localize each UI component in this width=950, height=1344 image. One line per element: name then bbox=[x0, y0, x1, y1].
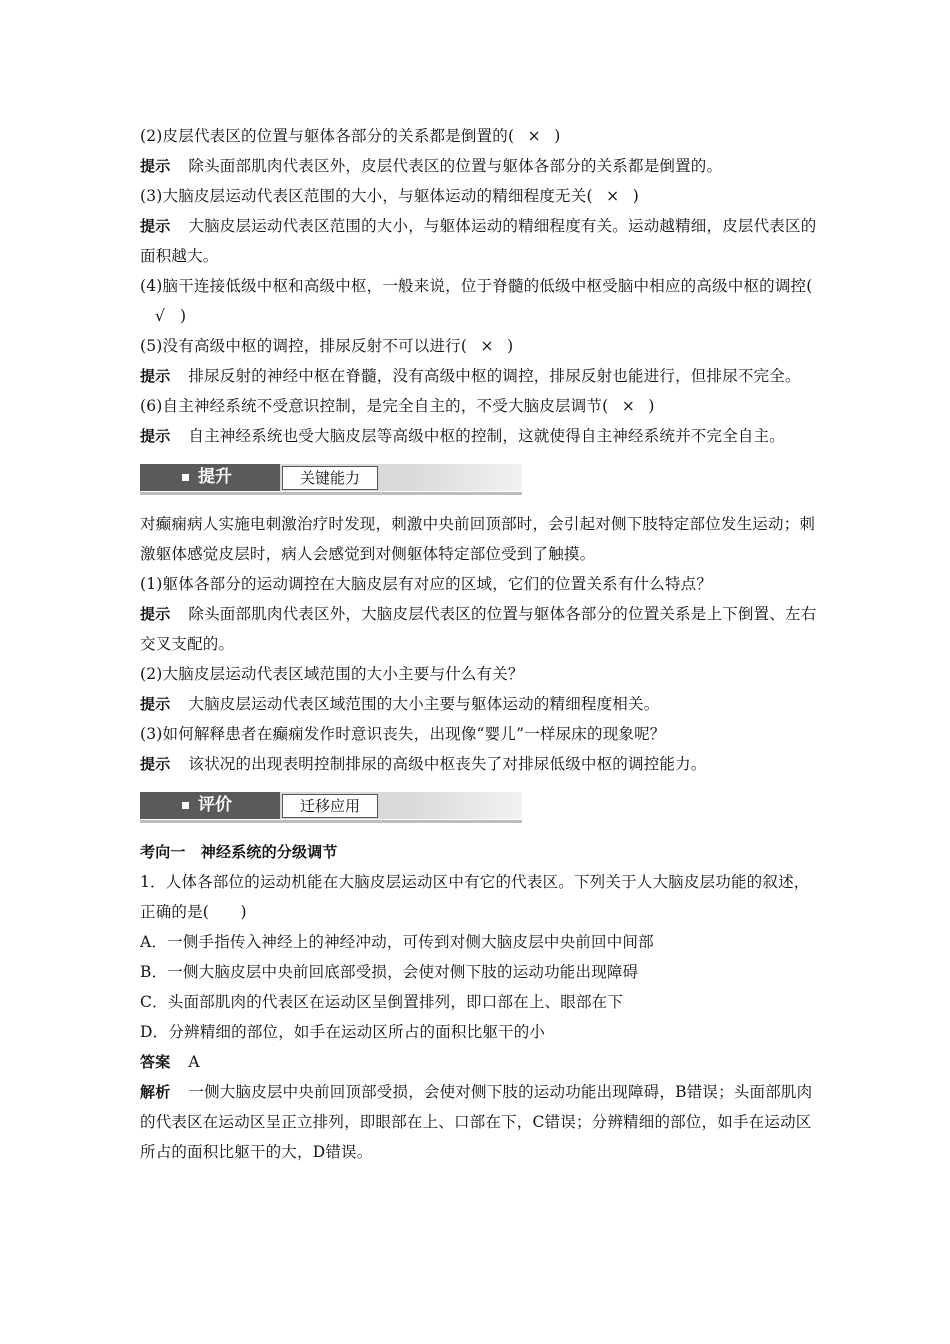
statement-text: (2)皮层代表区的位置与躯体各部分的关系都是倒置的( bbox=[140, 127, 515, 145]
analysis-paragraph: 解析 一侧大脑皮层中央前回顶部受损，会使对侧下肢的运动功能出现障碍，B错误；头面部肌肉的代表区在运动区呈正立排列，即眼部在上、口部在下，C错误；分辨精细的部位，如手在运动区所占的面积比躯干的大，D错误。 bbox=[140, 1083, 813, 1161]
question-3: (3)如何解释患者在癫痫发作时意识丧失，出现像“婴儿”一样尿床的现象呢？ bbox=[140, 725, 666, 743]
correct-mark: √ bbox=[154, 307, 166, 325]
judgment-5: (5)没有高级中枢的调控，排尿反射不可以进行( × ) bbox=[140, 331, 825, 361]
hint-label: 提示 bbox=[140, 755, 171, 773]
mcq-option-c: C．头面部肌肉的代表区在运动区呈倒置排列，即口部在上、眼部在下 bbox=[140, 993, 624, 1011]
wrong-mark: × bbox=[606, 187, 620, 205]
hint-q1: 提示 除头面部肌肉代表区外，大脑皮层代表区的位置与躯体各部分的位置关系是上下倒置、左右交叉支配的。 bbox=[140, 605, 817, 653]
section-box-label: 关键能力 bbox=[282, 466, 378, 490]
wrong-mark: × bbox=[527, 127, 541, 145]
square-bullet-icon bbox=[182, 802, 189, 809]
document-page bbox=[140, 121, 825, 1167]
hint-6: 提示 自主神经系统也受大脑皮层等高级中枢的控制，这就使得自主神经系统并不完全自主。 bbox=[140, 427, 786, 445]
hint-3: 提示 大脑皮层运动代表区范围的大小，与躯体运动的精细程度有关。运动越精细，皮层代表区的面积越大。 bbox=[140, 217, 817, 265]
wrong-mark: × bbox=[621, 397, 635, 415]
analysis-label: 解析 bbox=[140, 1083, 171, 1101]
mcq-option-b: B．一侧大脑皮层中央前回底部受损，会使对侧下肢的运动功能出现障碍 bbox=[140, 963, 639, 981]
topic-heading: 考向一 神经系统的分级调节 bbox=[140, 843, 338, 861]
judgment-3: (3)大脑皮层运动代表区范围的大小，与躯体运动的精细程度无关( × ) bbox=[140, 181, 825, 211]
case-paragraph: 对癫痫病人实施电刺激治疗时发现，刺激中央前回顶部时，会引起对侧下肢特定部位发生运动；刺激躯体感觉皮层时，病人会感觉到对侧躯体特定部位受到了触摸。 bbox=[140, 515, 816, 563]
mcq-option-d: D．分辨精细的部位，如手在运动区所占的面积比躯干的小 bbox=[140, 1023, 546, 1041]
section-label: 评价 bbox=[198, 795, 232, 815]
section-box-label: 迁移应用 bbox=[282, 794, 378, 818]
square-bullet-icon bbox=[182, 474, 189, 481]
answer-line bbox=[140, 1047, 825, 1077]
hint-label: 提示 bbox=[140, 157, 171, 175]
answer-label: 答案 bbox=[140, 1053, 171, 1071]
hint-label: 提示 bbox=[140, 367, 171, 385]
hint-q2: 提示 大脑皮层运动代表区域范围的大小主要与躯体运动的精细程度相关。 bbox=[140, 695, 660, 713]
wrong-mark: × bbox=[480, 337, 494, 355]
section-header-evaluate bbox=[140, 789, 522, 823]
hint-q3: 提示 该状况的出现表明控制排尿的高级中枢丧失了对排尿低级中枢的调控能力。 bbox=[140, 755, 707, 773]
question-2: (2)大脑皮层运动代表区域范围的大小主要与什么有关？ bbox=[140, 665, 524, 683]
section-label: 提升 bbox=[198, 467, 232, 487]
question-1: (1)躯体各部分的运动调控在大脑皮层有对应的区域，它们的位置关系有什么特点？ bbox=[140, 575, 713, 593]
hint-label: 提示 bbox=[140, 217, 171, 235]
mcq-option-a: A．一侧手指传入神经上的神经冲动，可传到对侧大脑皮层中央前回中间部 bbox=[140, 933, 654, 951]
hint-5: 提示 排尿反射的神经中枢在脊髓，没有高级中枢的调控，排尿反射也能进行，但排尿不完全。 bbox=[140, 367, 801, 385]
answer-value: A bbox=[188, 1053, 200, 1071]
hint-label: 提示 bbox=[140, 427, 171, 445]
hint-label: 提示 bbox=[140, 695, 171, 713]
section-header-improve bbox=[140, 461, 522, 495]
mcq-stem: 1．人体各部位的运动机能在大脑皮层运动区中有它的代表区。下列关于人大脑皮层功能的叙述，正确的是( ) bbox=[140, 873, 810, 921]
judgment-6: (6)自主神经系统不受意识控制，是完全自主的，不受大脑皮层调节( × ) bbox=[140, 391, 825, 421]
hint-label: 提示 bbox=[140, 605, 171, 623]
hint-2: 提示 除头面部肌肉代表区外，皮层代表区的位置与躯体各部分的关系都是倒置的。 bbox=[140, 157, 723, 175]
judgment-2: (2)皮层代表区的位置与躯体各部分的关系都是倒置的( × ) bbox=[140, 121, 825, 151]
judgment-4: (4)脑干连接低级中枢和高级中枢，一般来说，位于脊髓的低级中枢受脑中相应的高级中枢的调控(√ ) bbox=[140, 271, 825, 331]
